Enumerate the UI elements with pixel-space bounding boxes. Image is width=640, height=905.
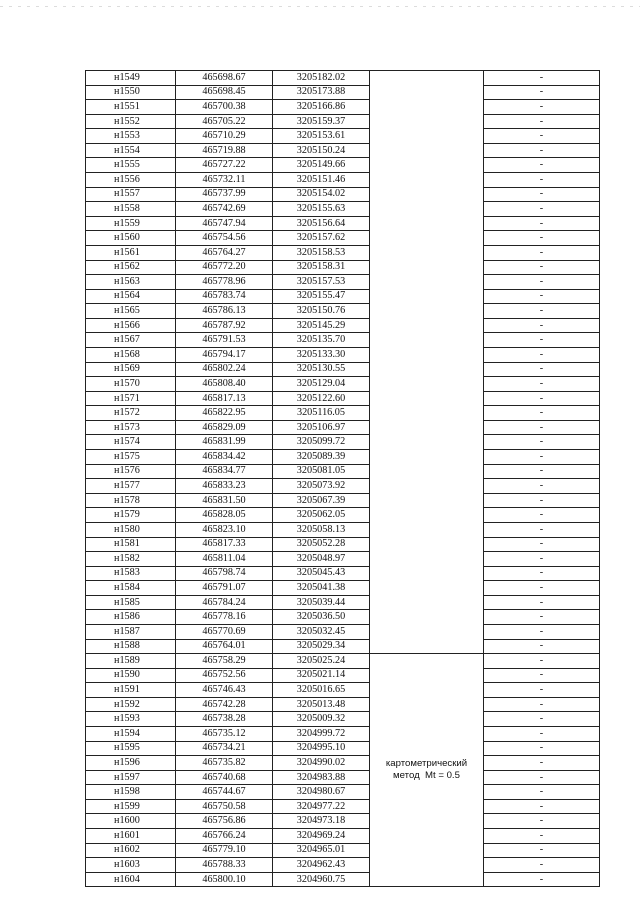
mark-cell: - <box>484 770 600 785</box>
point-id-cell: н1569 <box>86 362 176 377</box>
point-id-cell: н1584 <box>86 581 176 596</box>
point-id-cell: н1603 <box>86 858 176 873</box>
point-id-cell: н1563 <box>86 275 176 290</box>
x-coordinate-cell: 465756.86 <box>176 814 273 829</box>
coordinates-table <box>85 70 600 887</box>
table-row <box>86 770 600 785</box>
table-row <box>86 275 600 290</box>
x-coordinate-cell: 465811.04 <box>176 552 273 567</box>
x-coordinate-cell: 465800.10 <box>176 872 273 887</box>
y-coordinate-cell: 3204977.22 <box>273 799 370 814</box>
table-row <box>86 347 600 362</box>
x-coordinate-cell: 465740.68 <box>176 770 273 785</box>
point-id-cell: н1553 <box>86 129 176 144</box>
mark-cell: - <box>484 843 600 858</box>
x-coordinate-cell: 465828.05 <box>176 508 273 523</box>
table-row <box>86 799 600 814</box>
point-id-cell: н1552 <box>86 114 176 129</box>
y-coordinate-cell: 3205036.50 <box>273 610 370 625</box>
y-coordinate-cell: 3205149.66 <box>273 158 370 173</box>
mark-cell: - <box>484 508 600 523</box>
point-id-cell: н1602 <box>86 843 176 858</box>
coordinates-table-body <box>86 71 600 887</box>
point-id-cell: н1591 <box>86 683 176 698</box>
mark-cell: - <box>484 595 600 610</box>
y-coordinate-cell: 3205016.65 <box>273 683 370 698</box>
mark-cell: - <box>484 260 600 275</box>
mark-cell: - <box>484 654 600 669</box>
x-coordinate-cell: 465829.09 <box>176 420 273 435</box>
point-id-cell: н1594 <box>86 727 176 742</box>
mark-cell: - <box>484 245 600 260</box>
x-coordinate-cell: 465705.22 <box>176 114 273 129</box>
x-coordinate-cell: 465784.24 <box>176 595 273 610</box>
y-coordinate-cell: 3205009.32 <box>273 712 370 727</box>
point-id-cell: н1565 <box>86 304 176 319</box>
x-coordinate-cell: 465823.10 <box>176 522 273 537</box>
mark-cell: - <box>484 741 600 756</box>
y-coordinate-cell: 3205041.38 <box>273 581 370 596</box>
x-coordinate-cell: 465770.69 <box>176 624 273 639</box>
table-row <box>86 741 600 756</box>
point-id-cell: н1599 <box>86 799 176 814</box>
x-coordinate-cell: 465727.22 <box>176 158 273 173</box>
point-id-cell: н1575 <box>86 450 176 465</box>
x-coordinate-cell: 465791.53 <box>176 333 273 348</box>
y-coordinate-cell: 3205135.70 <box>273 333 370 348</box>
y-coordinate-cell: 3205145.29 <box>273 318 370 333</box>
y-coordinate-cell: 3205106.97 <box>273 420 370 435</box>
x-coordinate-cell: 465786.13 <box>176 304 273 319</box>
mark-cell: - <box>484 799 600 814</box>
y-coordinate-cell: 3205133.30 <box>273 347 370 362</box>
mark-cell: - <box>484 304 600 319</box>
mark-cell: - <box>484 537 600 552</box>
x-coordinate-cell: 465764.27 <box>176 245 273 260</box>
mark-cell: - <box>484 450 600 465</box>
x-coordinate-cell: 465737.99 <box>176 187 273 202</box>
mark-cell: - <box>484 377 600 392</box>
point-id-cell: н1604 <box>86 872 176 887</box>
table-row <box>86 727 600 742</box>
mark-cell: - <box>484 100 600 115</box>
mark-cell: - <box>484 85 600 100</box>
y-coordinate-cell: 3205157.53 <box>273 275 370 290</box>
table-row <box>86 406 600 421</box>
table-row <box>86 785 600 800</box>
x-coordinate-cell: 465779.10 <box>176 843 273 858</box>
x-coordinate-cell: 465700.38 <box>176 100 273 115</box>
table-row <box>86 595 600 610</box>
table-row <box>86 391 600 406</box>
mark-cell: - <box>484 435 600 450</box>
x-coordinate-cell: 465746.43 <box>176 683 273 698</box>
y-coordinate-cell: 3205173.88 <box>273 85 370 100</box>
method-label-line2: метод Mt = 0.5 <box>393 770 460 782</box>
point-id-cell: н1555 <box>86 158 176 173</box>
table-row <box>86 129 600 144</box>
point-id-cell: н1558 <box>86 202 176 217</box>
mark-cell: - <box>484 552 600 567</box>
x-coordinate-cell: 465833.23 <box>176 479 273 494</box>
scan-edge-artifact <box>0 6 640 7</box>
x-coordinate-cell: 465788.33 <box>176 858 273 873</box>
point-id-cell: н1585 <box>86 595 176 610</box>
mark-cell: - <box>484 727 600 742</box>
table-row <box>86 362 600 377</box>
y-coordinate-cell: 3205062.05 <box>273 508 370 523</box>
x-coordinate-cell: 465734.21 <box>176 741 273 756</box>
mark-cell: - <box>484 362 600 377</box>
table-row <box>86 829 600 844</box>
x-coordinate-cell: 465798.74 <box>176 566 273 581</box>
table-row <box>86 683 600 698</box>
y-coordinate-cell: 3205130.55 <box>273 362 370 377</box>
table-row <box>86 464 600 479</box>
mark-cell: - <box>484 639 600 654</box>
mark-cell: - <box>484 187 600 202</box>
y-coordinate-cell: 3205154.02 <box>273 187 370 202</box>
x-coordinate-cell: 465817.33 <box>176 537 273 552</box>
mark-cell: - <box>484 143 600 158</box>
point-id-cell: н1597 <box>86 770 176 785</box>
y-coordinate-cell: 3205099.72 <box>273 435 370 450</box>
table-row <box>86 318 600 333</box>
table-row <box>86 231 600 246</box>
table-row <box>86 508 600 523</box>
table-row <box>86 143 600 158</box>
point-id-cell: н1586 <box>86 610 176 625</box>
y-coordinate-cell: 3205155.63 <box>273 202 370 217</box>
point-id-cell: н1560 <box>86 231 176 246</box>
x-coordinate-cell: 465698.45 <box>176 85 273 100</box>
mark-cell: - <box>484 479 600 494</box>
x-coordinate-cell: 465834.77 <box>176 464 273 479</box>
point-id-cell: н1576 <box>86 464 176 479</box>
point-id-cell: н1566 <box>86 318 176 333</box>
point-id-cell: н1559 <box>86 216 176 231</box>
table-row <box>86 377 600 392</box>
point-id-cell: н1568 <box>86 347 176 362</box>
mark-cell: - <box>484 858 600 873</box>
table-row <box>86 756 600 771</box>
y-coordinate-cell: 3205073.92 <box>273 479 370 494</box>
mark-cell: - <box>484 610 600 625</box>
y-coordinate-cell: 3204995.10 <box>273 741 370 756</box>
y-coordinate-cell: 3205157.62 <box>273 231 370 246</box>
table-row <box>86 843 600 858</box>
x-coordinate-cell: 465817.13 <box>176 391 273 406</box>
point-id-cell: н1550 <box>86 85 176 100</box>
table-row <box>86 581 600 596</box>
mark-cell: - <box>484 668 600 683</box>
point-id-cell: н1587 <box>86 624 176 639</box>
y-coordinate-cell: 3204973.18 <box>273 814 370 829</box>
mark-cell: - <box>484 683 600 698</box>
x-coordinate-cell: 465808.40 <box>176 377 273 392</box>
point-id-cell: н1571 <box>86 391 176 406</box>
x-coordinate-cell: 465822.95 <box>176 406 273 421</box>
y-coordinate-cell: 3205025.24 <box>273 654 370 669</box>
table-row <box>86 814 600 829</box>
point-id-cell: н1567 <box>86 333 176 348</box>
x-coordinate-cell: 465710.29 <box>176 129 273 144</box>
table-row <box>86 114 600 129</box>
y-coordinate-cell: 3205156.64 <box>273 216 370 231</box>
point-id-cell: н1556 <box>86 173 176 188</box>
table-row <box>86 668 600 683</box>
mark-cell: - <box>484 231 600 246</box>
mark-cell: - <box>484 275 600 290</box>
y-coordinate-cell: 3205029.34 <box>273 639 370 654</box>
mark-cell: - <box>484 347 600 362</box>
table-row <box>86 173 600 188</box>
mark-cell: - <box>484 333 600 348</box>
y-coordinate-cell: 3205150.24 <box>273 143 370 158</box>
table-row <box>86 537 600 552</box>
y-coordinate-cell: 3205052.28 <box>273 537 370 552</box>
point-id-cell: н1595 <box>86 741 176 756</box>
table-row <box>86 712 600 727</box>
point-id-cell: н1562 <box>86 260 176 275</box>
mark-cell: - <box>484 566 600 581</box>
y-coordinate-cell: 3204999.72 <box>273 727 370 742</box>
point-id-cell: н1598 <box>86 785 176 800</box>
y-coordinate-cell: 3204960.75 <box>273 872 370 887</box>
mark-cell: - <box>484 318 600 333</box>
table-row <box>86 566 600 581</box>
y-coordinate-cell: 3205166.86 <box>273 100 370 115</box>
point-id-cell: н1574 <box>86 435 176 450</box>
table-row <box>86 216 600 231</box>
table-row <box>86 858 600 873</box>
x-coordinate-cell: 465787.92 <box>176 318 273 333</box>
table-row <box>86 654 600 669</box>
mark-cell: - <box>484 71 600 86</box>
table-row <box>86 552 600 567</box>
x-coordinate-cell: 465764.01 <box>176 639 273 654</box>
point-id-cell: н1578 <box>86 493 176 508</box>
x-coordinate-cell: 465742.69 <box>176 202 273 217</box>
y-coordinate-cell: 3205155.47 <box>273 289 370 304</box>
y-coordinate-cell: 3204962.43 <box>273 858 370 873</box>
mark-cell: - <box>484 872 600 887</box>
x-coordinate-cell: 465754.56 <box>176 231 273 246</box>
y-coordinate-cell: 3204983.88 <box>273 770 370 785</box>
method-cell <box>370 654 484 887</box>
x-coordinate-cell: 465732.11 <box>176 173 273 188</box>
method-cell-empty <box>370 71 484 654</box>
table-row <box>86 610 600 625</box>
mark-cell: - <box>484 756 600 771</box>
x-coordinate-cell: 465778.16 <box>176 610 273 625</box>
x-coordinate-cell: 465698.67 <box>176 71 273 86</box>
x-coordinate-cell: 465719.88 <box>176 143 273 158</box>
y-coordinate-cell: 3205182.02 <box>273 71 370 86</box>
mark-cell: - <box>484 129 600 144</box>
point-id-cell: н1588 <box>86 639 176 654</box>
table-row <box>86 187 600 202</box>
point-id-cell: н1590 <box>86 668 176 683</box>
y-coordinate-cell: 3205021.14 <box>273 668 370 683</box>
x-coordinate-cell: 465791.07 <box>176 581 273 596</box>
y-coordinate-cell: 3205116.05 <box>273 406 370 421</box>
table-row <box>86 493 600 508</box>
mark-cell: - <box>484 289 600 304</box>
mark-cell: - <box>484 464 600 479</box>
point-id-cell: н1570 <box>86 377 176 392</box>
y-coordinate-cell: 3205089.39 <box>273 450 370 465</box>
point-id-cell: н1551 <box>86 100 176 115</box>
table-row <box>86 260 600 275</box>
y-coordinate-cell: 3205159.37 <box>273 114 370 129</box>
table-row <box>86 85 600 100</box>
point-id-cell: н1589 <box>86 654 176 669</box>
y-coordinate-cell: 3205129.04 <box>273 377 370 392</box>
mark-cell: - <box>484 114 600 129</box>
point-id-cell: н1573 <box>86 420 176 435</box>
x-coordinate-cell: 465744.67 <box>176 785 273 800</box>
x-coordinate-cell: 465802.24 <box>176 362 273 377</box>
y-coordinate-cell: 3205122.60 <box>273 391 370 406</box>
point-id-cell: н1582 <box>86 552 176 567</box>
point-id-cell: н1580 <box>86 522 176 537</box>
mark-cell: - <box>484 202 600 217</box>
method-label-line1: картометрический <box>385 758 468 770</box>
mark-cell: - <box>484 493 600 508</box>
y-coordinate-cell: 3205151.46 <box>273 173 370 188</box>
y-coordinate-cell: 3205032.45 <box>273 624 370 639</box>
x-coordinate-cell: 465735.82 <box>176 756 273 771</box>
point-id-cell: н1579 <box>86 508 176 523</box>
table-row <box>86 71 600 86</box>
mark-cell: - <box>484 216 600 231</box>
table-row <box>86 245 600 260</box>
x-coordinate-cell: 465758.29 <box>176 654 273 669</box>
table-row <box>86 333 600 348</box>
mark-cell: - <box>484 420 600 435</box>
table-row <box>86 639 600 654</box>
mark-cell: - <box>484 522 600 537</box>
mark-cell: - <box>484 829 600 844</box>
point-id-cell: н1583 <box>86 566 176 581</box>
y-coordinate-cell: 3205039.44 <box>273 595 370 610</box>
table-row <box>86 289 600 304</box>
point-id-cell: н1561 <box>86 245 176 260</box>
table-row <box>86 202 600 217</box>
mark-cell: - <box>484 814 600 829</box>
x-coordinate-cell: 465766.24 <box>176 829 273 844</box>
table-row <box>86 420 600 435</box>
y-coordinate-cell: 3204969.24 <box>273 829 370 844</box>
point-id-cell: н1564 <box>86 289 176 304</box>
point-id-cell: н1554 <box>86 143 176 158</box>
mark-cell: - <box>484 158 600 173</box>
mark-cell: - <box>484 785 600 800</box>
x-coordinate-cell: 465742.28 <box>176 697 273 712</box>
mark-cell: - <box>484 391 600 406</box>
point-id-cell: н1593 <box>86 712 176 727</box>
x-coordinate-cell: 465752.56 <box>176 668 273 683</box>
x-coordinate-cell: 465750.58 <box>176 799 273 814</box>
y-coordinate-cell: 3204980.67 <box>273 785 370 800</box>
point-id-cell: н1572 <box>86 406 176 421</box>
table-row <box>86 872 600 887</box>
mark-cell: - <box>484 712 600 727</box>
x-coordinate-cell: 465778.96 <box>176 275 273 290</box>
y-coordinate-cell: 3204965.01 <box>273 843 370 858</box>
point-id-cell: н1596 <box>86 756 176 771</box>
x-coordinate-cell: 465735.12 <box>176 727 273 742</box>
table-row <box>86 435 600 450</box>
table-row <box>86 158 600 173</box>
table-row <box>86 479 600 494</box>
x-coordinate-cell: 465783.74 <box>176 289 273 304</box>
x-coordinate-cell: 465794.17 <box>176 347 273 362</box>
x-coordinate-cell: 465831.50 <box>176 493 273 508</box>
mark-cell: - <box>484 581 600 596</box>
table-row <box>86 624 600 639</box>
mark-cell: - <box>484 697 600 712</box>
mark-cell: - <box>484 624 600 639</box>
y-coordinate-cell: 3205153.61 <box>273 129 370 144</box>
table-row <box>86 304 600 319</box>
x-coordinate-cell: 465747.94 <box>176 216 273 231</box>
table-row <box>86 697 600 712</box>
y-coordinate-cell: 3205081.05 <box>273 464 370 479</box>
y-coordinate-cell: 3205048.97 <box>273 552 370 567</box>
x-coordinate-cell: 465738.28 <box>176 712 273 727</box>
y-coordinate-cell: 3205067.39 <box>273 493 370 508</box>
y-coordinate-cell: 3205158.53 <box>273 245 370 260</box>
point-id-cell: н1549 <box>86 71 176 86</box>
point-id-cell: н1557 <box>86 187 176 202</box>
x-coordinate-cell: 465831.99 <box>176 435 273 450</box>
table-row <box>86 450 600 465</box>
mark-cell: - <box>484 406 600 421</box>
y-coordinate-cell: 3205013.48 <box>273 697 370 712</box>
y-coordinate-cell: 3205045.43 <box>273 566 370 581</box>
point-id-cell: н1581 <box>86 537 176 552</box>
table-row <box>86 100 600 115</box>
point-id-cell: н1600 <box>86 814 176 829</box>
mark-cell: - <box>484 173 600 188</box>
y-coordinate-cell: 3205158.31 <box>273 260 370 275</box>
y-coordinate-cell: 3205058.13 <box>273 522 370 537</box>
point-id-cell: н1577 <box>86 479 176 494</box>
table-row <box>86 522 600 537</box>
point-id-cell: н1601 <box>86 829 176 844</box>
x-coordinate-cell: 465772.20 <box>176 260 273 275</box>
point-id-cell: н1592 <box>86 697 176 712</box>
y-coordinate-cell: 3205150.76 <box>273 304 370 319</box>
y-coordinate-cell: 3204990.02 <box>273 756 370 771</box>
x-coordinate-cell: 465834.42 <box>176 450 273 465</box>
